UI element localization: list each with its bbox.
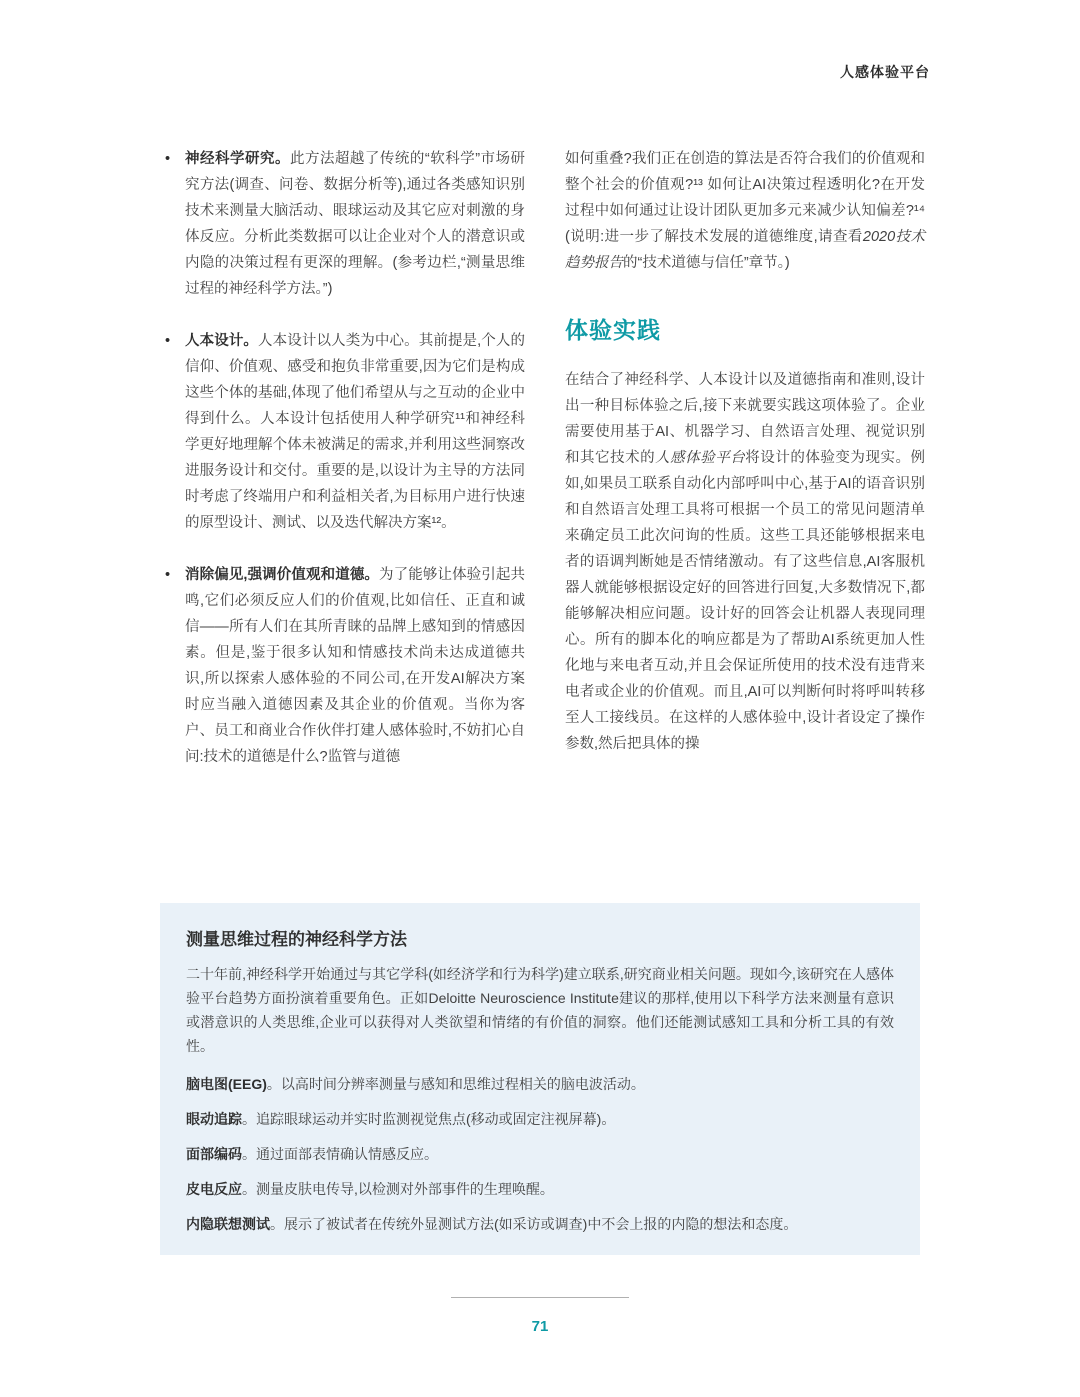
method-item [186,1144,894,1165]
method-term: 皮电反应 [186,1181,242,1197]
method-term: 脑电图(EEG) [186,1076,267,1092]
bullet-text [185,562,525,770]
left-column [165,146,525,796]
method-item [186,1109,894,1130]
section-body-text: 在结合了神经科学、人本设计以及道德指南和准则,设计出一种目标体验之后,接下来就要实践这项体验了。企业需要使用基于AI、机器学习、自然语言处理、视觉识别和其它技术的 [565,372,925,466]
method-desc: 。测量皮肤电传导,以检测对外部事件的生理唤醒。 [242,1181,554,1197]
bullet-title: 神经科学研究。 [185,151,290,167]
footer-divider [451,1297,629,1298]
sidebar-title: 测量思维过程的神经科学方法 [186,930,407,949]
trend-name-reference: 人感体验平台 [655,450,746,466]
report-title-reference: 2020技术趋势报告 [565,229,925,271]
bullet-icon [165,146,185,302]
sidebar-intro: 二十年前,神经科学开始通过与其它学科(如经济学和行为科学)建立联系,研究商业相关问题。现如今,该研究在人感体验平台趋势方面扮演着重要角色。正如Deloitte Neuroscience Institute建议的那样,使用以下科学方法来测量有意识或潜意识的人类思维,企业可以获得对人类欲望和情绪的有价值的洞察。他们还能测试感知工具和分析工具的有效性。 [186,966,894,1054]
right-column [565,146,925,796]
bullet-item [165,146,525,302]
method-item [186,1179,894,1200]
method-item [186,1074,894,1095]
method-item [186,1214,894,1235]
content-columns [165,146,925,796]
bullet-icon [165,562,185,770]
bullet-title: 消除偏见,强调价值观和道德。 [185,567,380,583]
bullet-title: 人本设计。 [185,333,259,349]
section-body-end: 将设计的体验变为现实。例如,如果员工联系自动化内部呼叫中心,基于AI的语音识别和自然语言处理工具将可根据一个员工的常见问题清单来确定员工此次问询的性质。这些工具还能够根据来电者的语调判断她是否情绪激动。有了这些信息,AI客服机器人就能够根据设定好的回答进行回复,大多数情况下,都能够解决相应问题。设计好的回答会让机器人表现同理心。所有的脚本化的响应都是为了帮助AI系统更加人性化地与来电者互动,并且会保证所使用的技术没有违背来电者或企业的价值观。而且,AI可以判断何时将呼叫转移至人工接线员。在这样的人感体验中,设计者设定了操作参数,然后把具体的操 [565,450,926,752]
continued-paragraph [565,146,925,276]
section-body [565,367,925,757]
section-heading: 体验实践 [565,317,661,343]
method-term: 内隐联想测试 [186,1216,270,1232]
sidebar-box [160,903,920,1255]
method-desc: 。通过面部表情确认情感反应。 [242,1146,438,1162]
bullet-item [165,328,525,536]
method-desc: 。以高时间分辨率测量与感知和思维过程相关的脑电波活动。 [266,1076,645,1092]
continued-paragraph-end: 的“技术道德与信任”章节。) [623,255,790,271]
bullet-body: 人本设计以人类为中心。其前提是,个人的信仰、价值观、感受和抱负非常重要,因为它们是构成这些个体的基础,体现了他们希望从与之互动的企业中得到什么。人本设计包括使用人种学研究¹¹和神经科学更好地理解个体未被满足的需求,并利用这些洞察改进服务设计和交付。重要的是,以设计为主导的方法同时考虑了终端用户和利益相关者,为目标用户进行快速的原型设计、测试、以及迭代解决方案¹²。 [185,333,526,531]
continued-paragraph-text: 如何重叠?我们正在创造的算法是否符合我们的价值观和整个社会的价值观?¹³ 如何让AI决策过程透明化?在开发过程中如何通过让设计团队更加多元来减少认知偏差?¹⁴ (说明:进一步了解技术发展的道德维度,请查看 [565,151,925,245]
method-desc: 。展示了被试者在传统外显测试方法(如采访或调查)中不会上报的内隐的想法和态度。 [270,1216,798,1232]
method-term: 眼动追踪 [186,1111,242,1127]
bullet-item [165,562,525,770]
bullet-body: 此方法超越了传统的“软科学”市场研究方法(调查、问卷、数据分析等),通过各类感知识别技术来测量大脑活动、眼球运动及其它应对刺激的身体反应。分析此类数据可以让企业对个人的潜意识或内隐的决策过程有更深的理解。(参考边栏,“测量思维过程的神经科学方法。”) [185,151,526,297]
bullet-icon [165,328,185,536]
bullet-text [185,146,525,302]
running-head: 人感体验平台 [840,64,930,80]
bullet-text [185,328,525,536]
method-term: 面部编码 [186,1146,242,1162]
page-number: 71 [531,1318,549,1335]
bullet-body: 为了能够让体验引起共鸣,它们必须反应人们的价值观,比如信任、正直和诚信——所有人们在其所青睐的品牌上感知到的情感因素。但是,鉴于很多认知和情感技术尚未达成道德共识,所以探索人感体验的不同公司,在开发AI解决方案时应当融入道德因素及其企业的价值观。当你为客户、员工和商业合作伙伴打建人感体验时,不妨扪心自问:技术的道德是什么?监管与道德 [185,567,525,765]
method-desc: 。追踪眼球运动并实时监测视觉焦点(移动或固定注视屏幕)。 [242,1111,616,1127]
